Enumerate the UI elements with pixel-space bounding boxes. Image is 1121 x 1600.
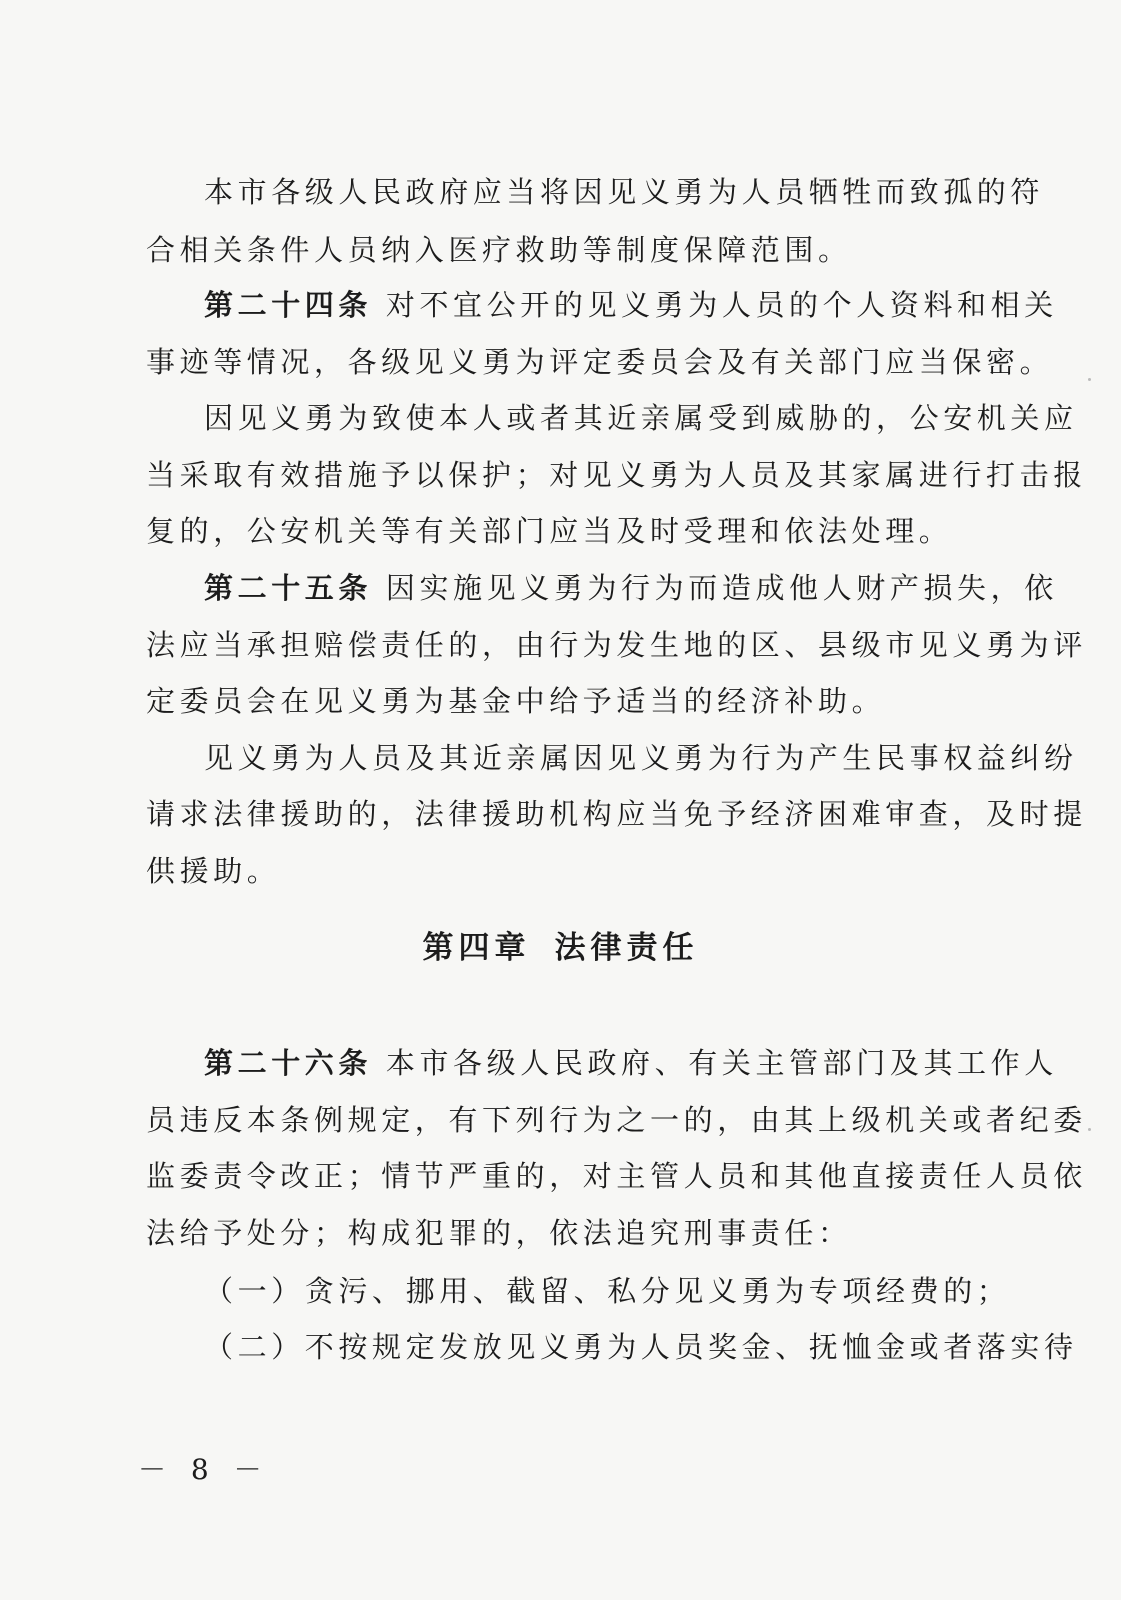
page-number: － 8 － (138, 1453, 270, 1486)
text-line: 本市各级人民政府、有关主管部门及其工作人 (385, 1046, 1058, 1080)
scan-speck (1088, 378, 1091, 381)
text-line: 复的，公安机关等有关部门应当及时受理和依法处理。 (146, 514, 953, 548)
paragraph-line (146, 625, 1087, 665)
paragraph-line (204, 398, 1078, 438)
text-line: 本市各级人民政府应当将因见义勇为人员牺牲而致孤的符 (204, 175, 1045, 209)
list-item (204, 1271, 1011, 1311)
paragraph-line (146, 794, 1087, 834)
article-25-line (204, 568, 1058, 608)
chapter-number: 第四章 (422, 930, 531, 966)
article-26-line (204, 1043, 1058, 1083)
text-line: 合相关条件人员纳入医疗救助等制度保障范围。 (146, 233, 852, 267)
scan-speck (1088, 1128, 1091, 1131)
paragraph-line (204, 172, 1045, 212)
text-line: 员违反本条例规定，有下列行为之一的，由其上级机关或者纪委 (146, 1103, 1087, 1137)
paragraph-line (146, 230, 988, 270)
text-line: 请求法律援助的，法律援助机构应当免予经济困难审查，及时提 (146, 797, 1087, 831)
chapter-heading (0, 928, 1121, 968)
paragraph-line (146, 1156, 1087, 1196)
text-line: 法给予处分；构成犯罪的，依法追究刑事责任： (146, 1216, 852, 1250)
paragraph-line (146, 342, 1054, 382)
paragraph-line (146, 681, 988, 721)
article-24-line (204, 285, 1058, 325)
text-line: 事迹等情况，各级见义勇为评定委员会及有关部门应当保密。 (146, 345, 1054, 379)
paragraph-line (146, 851, 988, 891)
paragraph-line (204, 738, 1078, 778)
text-line: （二）不按规定发放见义勇为人员奖金、抚恤金或者落实待 (204, 1330, 1078, 1364)
paragraph-line (146, 1213, 988, 1253)
article-label: 第二十六条 (204, 1046, 373, 1080)
article-label: 第二十五条 (204, 571, 373, 605)
text-line: （一）贪污、挪用、截留、私分见义勇为专项经费的； (204, 1274, 1011, 1308)
text-line: 定委员会在见义勇为基金中给予适当的经济补助。 (146, 684, 886, 718)
list-item (204, 1327, 1078, 1367)
text-line: 监委责令改正；情节严重的，对主管人员和其他直接责任人员依 (146, 1159, 1087, 1193)
text-line: 因见义勇为致使本人或者其近亲属受到威胁的，公安机关应 (204, 401, 1078, 435)
paragraph-line (146, 1100, 1087, 1140)
text-line: 见义勇为人员及其近亲属因见义勇为行为产生民事权益纠纷 (204, 741, 1078, 775)
chapter-title: 法律责任 (554, 930, 699, 966)
paragraph-line (146, 511, 988, 551)
text-line: 当采取有效措施予以保护；对见义勇为人员及其家属进行打击报 (146, 458, 1087, 492)
text-line: 对不宜公开的见义勇为人员的个人资料和相关 (385, 288, 1058, 322)
text-line: 供援助。 (146, 854, 281, 888)
text-line: 法应当承担赔偿责任的，由行为发生地的区、县级市见义勇为评 (146, 628, 1087, 662)
text-line: 因实施见义勇为行为而造成他人财产损失，依 (385, 571, 1058, 605)
article-label: 第二十四条 (204, 288, 373, 322)
paragraph-line (146, 455, 1087, 495)
